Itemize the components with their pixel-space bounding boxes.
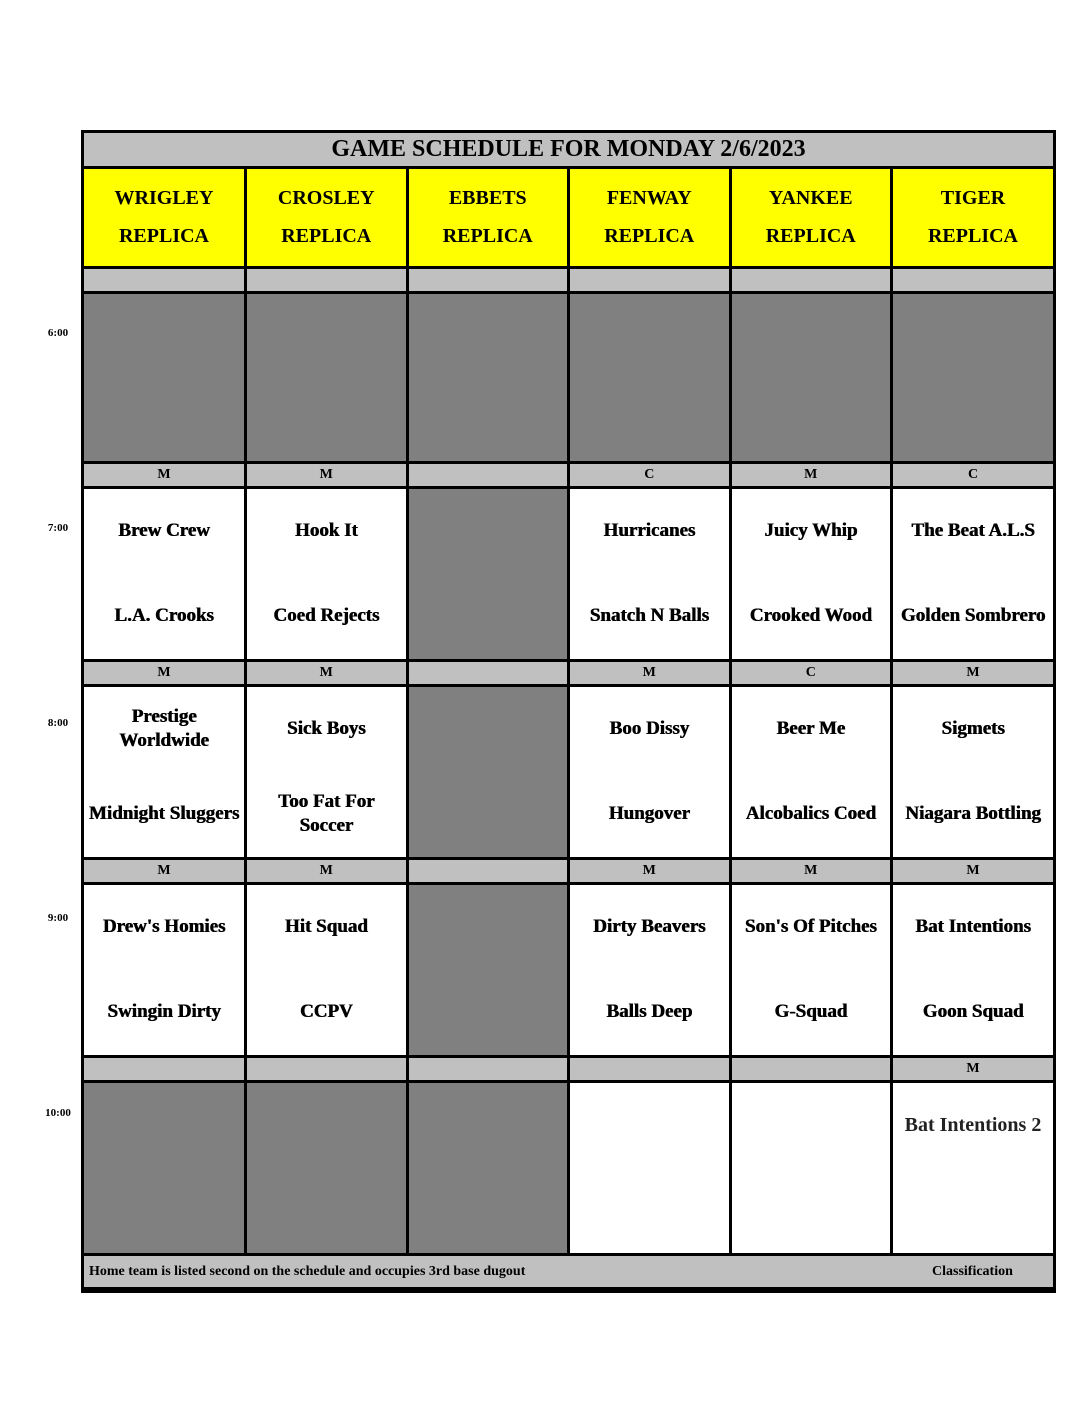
empty-slot (569, 292, 731, 462)
classification-cell: C (569, 462, 731, 487)
classification-cell: M (892, 660, 1054, 685)
classification-cell: M (84, 660, 246, 685)
field-name: CROSLEY (277, 187, 375, 209)
home-team: Niagara Bottling (905, 803, 1041, 824)
classification-cell: M (84, 858, 246, 883)
classification-cell: M (246, 858, 408, 883)
field-header-fenway (569, 167, 731, 267)
field-header-wrigley (84, 167, 246, 267)
away-team: The Beat A.L.S (911, 520, 1035, 541)
away-team: Juicy Whip (764, 520, 858, 541)
empty-slot (84, 292, 246, 462)
away-team: Brew Crew (118, 520, 210, 541)
empty-slot (407, 292, 569, 462)
game-cell (730, 685, 892, 858)
time-label-6: 6:00 (47, 327, 69, 339)
footer (84, 1254, 1053, 1288)
classification-cell (892, 267, 1054, 292)
home-team: Snatch N Balls (589, 605, 709, 626)
classification-cell: M (84, 462, 246, 487)
empty-slot (407, 1081, 569, 1254)
open-slot (569, 1081, 731, 1254)
away-team: Prestige Worldwide (119, 706, 209, 751)
classification-band (84, 1056, 1053, 1081)
home-team: Golden Sombrero (900, 605, 1046, 626)
classification-cell (84, 1056, 246, 1081)
empty-slot (407, 685, 569, 858)
home-team: Alcobalics Coed (745, 803, 876, 824)
field-name: EBBETS (448, 187, 527, 209)
game-cell (246, 883, 408, 1056)
time-label-9: 9:00 (47, 912, 69, 924)
home-team: G-Squad (774, 1001, 848, 1022)
classification-cell: C (892, 462, 1054, 487)
game-cell (84, 487, 246, 660)
field-header-yankee (730, 167, 892, 267)
field-name: YANKEE (768, 187, 853, 209)
classification-cell (246, 267, 408, 292)
away-team: Drew's Homies (102, 916, 226, 937)
schedule-table (81, 130, 1056, 1293)
home-team: Balls Deep (606, 1001, 693, 1022)
time-slot-row (84, 1081, 1053, 1254)
game-cell (246, 685, 408, 858)
home-team: CCPV (299, 1001, 353, 1022)
classification-cell: M (569, 660, 731, 685)
time-label-10: 10:00 (45, 1107, 71, 1119)
away-team: Hit Squad (284, 916, 368, 937)
time-slot-row (84, 685, 1053, 858)
classification-band (84, 462, 1053, 487)
open-slot (730, 1081, 892, 1254)
classification-cell (730, 1056, 892, 1081)
field-header-crosley (246, 167, 408, 267)
field-sub: REPLICA (281, 225, 372, 247)
home-team: Goon Squad (922, 1001, 1024, 1022)
footer-classification-label: Classification (932, 1263, 1013, 1279)
home-team: Crooked Wood (749, 605, 872, 626)
game-cell (569, 883, 731, 1056)
classification-band (84, 858, 1053, 883)
field-header-ebbets (407, 167, 569, 267)
game-cell (246, 487, 408, 660)
time-slot-row (84, 883, 1053, 1056)
classification-cell: M (892, 858, 1054, 883)
game-cell (84, 883, 246, 1056)
game-cell (730, 487, 892, 660)
field-sub: REPLICA (442, 225, 533, 247)
classification-cell (569, 267, 731, 292)
time-label-7: 7:00 (47, 522, 69, 534)
home-team: Swingin Dirty (107, 1001, 221, 1022)
home-team: Midnight Sluggers (88, 803, 240, 824)
empty-slot (730, 292, 892, 462)
field-name: TIGER (940, 187, 1006, 209)
away-team: Hook It (294, 520, 358, 541)
game-cell (569, 685, 731, 858)
classification-cell: M (730, 462, 892, 487)
away-team: Dirty Beavers (593, 916, 706, 937)
classification-cell (569, 1056, 731, 1081)
classification-cell (407, 1056, 569, 1081)
footer-note: Home team is listed second on the schedule and occupies 3rd base dugout (89, 1263, 526, 1279)
schedule-title: GAME SCHEDULE FOR MONDAY 2/6/2023 (84, 133, 1053, 167)
field-sub: REPLICA (765, 225, 856, 247)
home-team: Coed Rejects (273, 605, 380, 626)
classification-cell: M (246, 462, 408, 487)
empty-slot (892, 292, 1054, 462)
away-team: Son's Of Pitches (744, 916, 877, 937)
game-cell (84, 685, 246, 858)
away-team: Boo Dissy (609, 718, 690, 739)
time-slot-row (84, 292, 1053, 462)
empty-slot (407, 487, 569, 660)
classification-cell (730, 267, 892, 292)
field-name: FENWAY (606, 187, 692, 209)
game-cell (892, 883, 1054, 1056)
game-cell (569, 487, 731, 660)
classification-cell (246, 1056, 408, 1081)
field-name: WRIGLEY (114, 187, 214, 209)
classification-cell: M (730, 858, 892, 883)
away-team: Bat Intentions (915, 916, 1031, 937)
field-sub: REPLICA (927, 225, 1018, 247)
game-cell (892, 487, 1054, 660)
away-team: Sick Boys (286, 718, 366, 739)
away-team: Beer Me (776, 718, 846, 739)
team-name: Bat Intentions 2 (904, 1113, 1042, 1136)
away-team: Sigmets (941, 718, 1005, 739)
empty-slot (407, 883, 569, 1056)
classification-cell (84, 267, 246, 292)
empty-slot (246, 292, 408, 462)
home-team: Too Fat For Soccer (278, 791, 375, 836)
empty-slot (84, 1081, 246, 1254)
field-header-row (84, 167, 1053, 267)
home-team: L.A. Crooks (114, 605, 214, 626)
away-team: Hurricanes (603, 520, 696, 541)
time-label-8: 8:00 (47, 717, 69, 729)
time-slot-row (84, 487, 1053, 660)
empty-slot (246, 1081, 408, 1254)
classification-cell: M (246, 660, 408, 685)
field-sub: REPLICA (604, 225, 695, 247)
classification-cell (407, 462, 569, 487)
field-header-tiger (892, 167, 1054, 267)
game-cell (730, 883, 892, 1056)
game-cell (892, 1081, 1054, 1254)
classification-band (84, 267, 1053, 292)
classification-cell: M (569, 858, 731, 883)
classification-band (84, 660, 1053, 685)
game-cell (892, 685, 1054, 858)
classification-cell: M (892, 1056, 1054, 1081)
classification-cell (407, 858, 569, 883)
classification-cell (407, 267, 569, 292)
field-sub: REPLICA (118, 225, 209, 247)
schedule-grid (84, 133, 1053, 1290)
home-team: Hungover (608, 803, 690, 824)
classification-cell (407, 660, 569, 685)
classification-cell: C (730, 660, 892, 685)
